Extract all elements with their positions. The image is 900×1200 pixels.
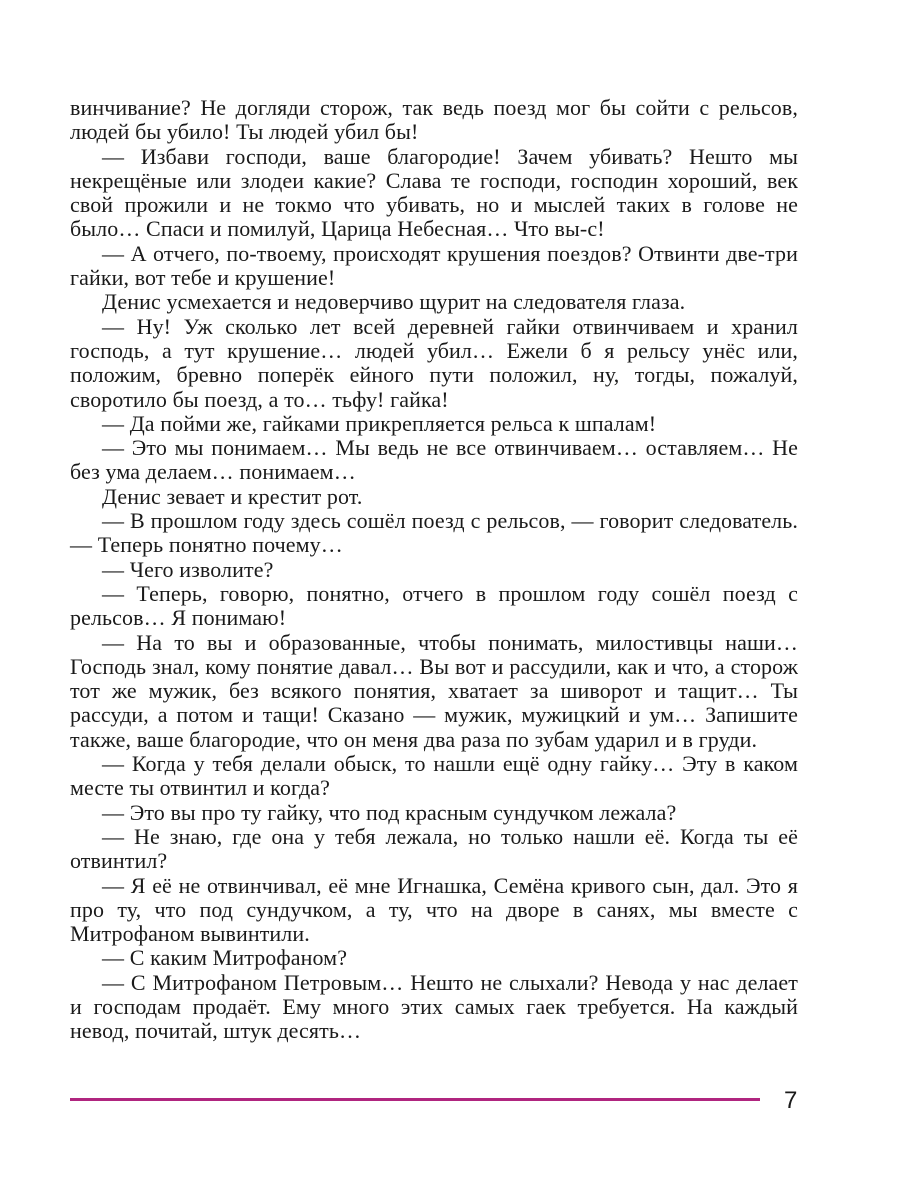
- paragraph: Денис зевает и крестит рот.: [102, 483, 363, 509]
- paragraph: винчивание? Не догляди сторож, так ведь поезд мог бы сойти с рельсов, людей бы убило! Ты людей убил бы!: [70, 95, 798, 145]
- paragraph: — Чего изволите?: [102, 556, 274, 582]
- paragraph: — А отчего, по-твоему, происходят крушения поездов? Отвинти две-три гайки, вот тебе и крушение!: [70, 240, 798, 291]
- paragraph: — Я её не отвинчивал, её мне Игнашка, Семёна кривого сын, дал. Это я про ту, что под сундучком, а ту, что на дворе в санях, мы вместе с Митрофаном вывинтили.: [70, 872, 798, 947]
- paragraph: — Теперь, говорю, понятно, отчего в прошлом году сошёл поезд с рельсов… Я понимаю!: [70, 580, 798, 631]
- paragraph: — Ну! Уж сколько лет всей деревней гайки отвинчиваем и хранил господь, а тут крушение… людей убил… Ежели б я рельсу унёс или, положим, бревно поперёк ейного пути положил, ну, тогды, пожалуй, своротило бы поезд, а то… тьфу! гайка!: [70, 313, 798, 412]
- paragraph: — В прошлом году здесь сошёл поезд с рельсов, — говорит следователь. — Теперь понятно почему…: [70, 508, 798, 558]
- paragraph: — Избави господи, ваше благородие! Зачем убивать? Нешто мы некрещёные или злодеи какие? Слава те господи, господин хороший, век свой прожили и не токмо что убивать, но и мыслей таких в голове не было… Спаси и помилуй, Царица Небесная… Что вы-с!: [70, 143, 798, 242]
- paragraph: — С Митрофаном Петровым… Нешто не слыхали? Невода у нас делает и господам продаёт. Ему много этих самых гаек требуется. На каждый невод, почитай, штук десять…: [70, 969, 798, 1044]
- paragraph: — Не знаю, где она у тебя лежала, но только нашли её. Когда ты её отвинтил?: [70, 823, 798, 874]
- paragraph: — Когда у тебя делали обыск, то нашли ещё одну гайку… Эту в каком месте ты отвинтил и когда?: [70, 751, 798, 801]
- page-number: 7: [784, 1087, 798, 1114]
- paragraph: — Да пойми же, гайками прикрепляется рельса к шпалам!: [102, 410, 657, 436]
- paragraph: Денис усмехается и недоверчиво щурит на следователя глаза.: [102, 289, 686, 315]
- paragraph: — Это мы понимаем… Мы ведь не все отвинчиваем… оставляем… Не без ума делаем… понимаем…: [70, 435, 798, 485]
- footer-rule: [70, 1098, 760, 1101]
- paragraph: — С каким Митрофаном?: [102, 945, 348, 971]
- page-body: [70, 96, 798, 1044]
- paragraph: — На то вы и образованные, чтобы понимать, милостивцы наши… Господь знал, кому понятие давал… Вы вот и рассудили, как и что, а сторож тот же мужик, без всякого понятия, хватает за шиворот и тащит… Ты рассуди, а потом и тащи! Сказано — мужик, мужицкий и ум… Запишите также, ваше благородие, что он меня два раза по зубам ударил и в груди.: [70, 629, 798, 752]
- paragraph: — Это вы про ту гайку, что под красным сундучком лежала?: [102, 799, 677, 825]
